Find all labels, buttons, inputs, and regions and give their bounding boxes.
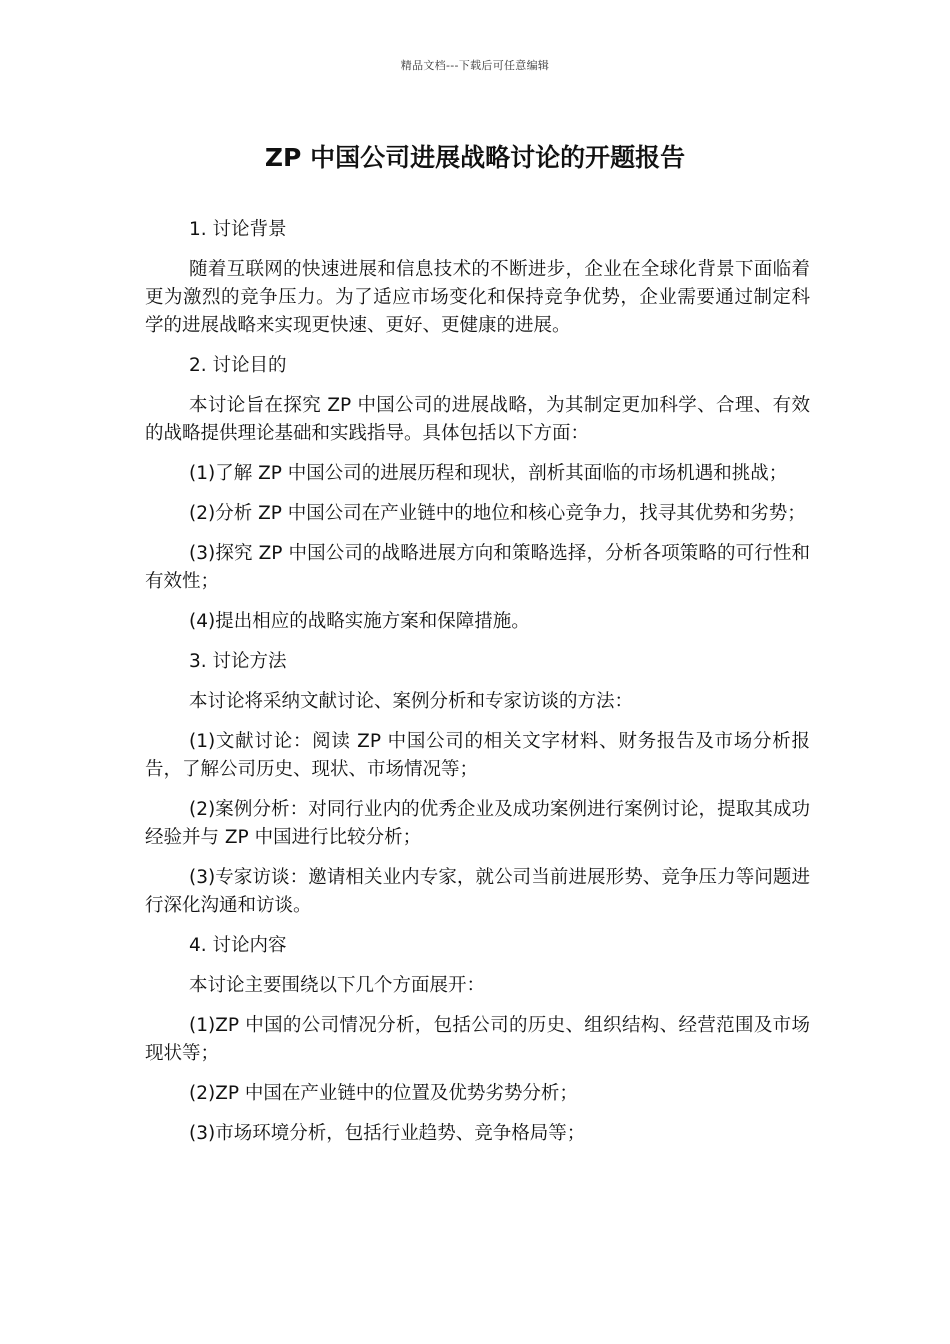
section-heading-content: 4. 讨论内容 bbox=[189, 935, 287, 956]
section-heading-background: 1. 讨论背景 bbox=[189, 219, 287, 240]
purpose-item-4: (4)提出相应的战略实施方案和保障措施。 bbox=[189, 611, 530, 632]
purpose-item-2: (2)分析 ZP 中国公司在产业链中的地位和核心竞争力，找寻其优势和劣势； bbox=[189, 503, 806, 524]
purpose-item-3: (3)探究 ZP 中国公司的战略进展方向和策略选择，分析各项策略的可行性和有效性； bbox=[145, 543, 810, 592]
paragraph-purpose: 本讨论旨在探究 ZP 中国公司的进展战略，为其制定更加科学、合理、有效的战略提供理论基础和实践指导。具体包括以下方面： bbox=[145, 395, 810, 444]
document-title: ZP 中国公司进展战略讨论的开题报告 bbox=[264, 143, 686, 172]
content-item-3: (3)市场环境分析，包括行业趋势、竞争格局等； bbox=[189, 1123, 586, 1144]
method-item-1: (1)文献讨论：阅读 ZP 中国公司的相关文字材料、财务报告及市场分析报告，了解公司历史、现状、市场情况等； bbox=[145, 731, 810, 780]
content-item-1: (1)ZP 中国的公司情况分析，包括公司的历史、组织结构、经营范围及市场现状等； bbox=[145, 1015, 810, 1064]
method-item-3: (3)专家访谈：邀请相关业内专家，就公司当前进展形势、竞争压力等问题进行深化沟通和访谈。 bbox=[145, 867, 810, 916]
content-item-2: (2)ZP 中国在产业链中的位置及优势劣势分析； bbox=[189, 1083, 578, 1104]
paragraph-methods: 本讨论将采纳文献讨论、案例分析和专家访谈的方法： bbox=[189, 691, 634, 712]
paragraph-content: 本讨论主要围绕以下几个方面展开： bbox=[189, 975, 486, 996]
purpose-item-1: (1)了解 ZP 中国公司的进展历程和现状，剖析其面临的市场机遇和挑战； bbox=[189, 463, 788, 484]
paragraph-background: 随着互联网的快速进展和信息技术的不断进步，企业在全球化背景下面临着更为激烈的竞争压力。为了适应市场变化和保持竞争优势，企业需要通过制定科学的进展战略来实现更快速、更好、更健康的进展。 bbox=[145, 259, 810, 336]
page-header-watermark: 精品文档---下载后可任意编辑 bbox=[400, 59, 550, 72]
section-heading-purpose: 2. 讨论目的 bbox=[189, 355, 287, 376]
section-heading-methods: 3. 讨论方法 bbox=[189, 651, 287, 672]
method-item-2: (2)案例分析：对同行业内的优秀企业及成功案例进行案例讨论，提取其成功经验并与 ZP 中国进行比较分析； bbox=[145, 799, 810, 848]
document-body bbox=[145, 216, 810, 1160]
